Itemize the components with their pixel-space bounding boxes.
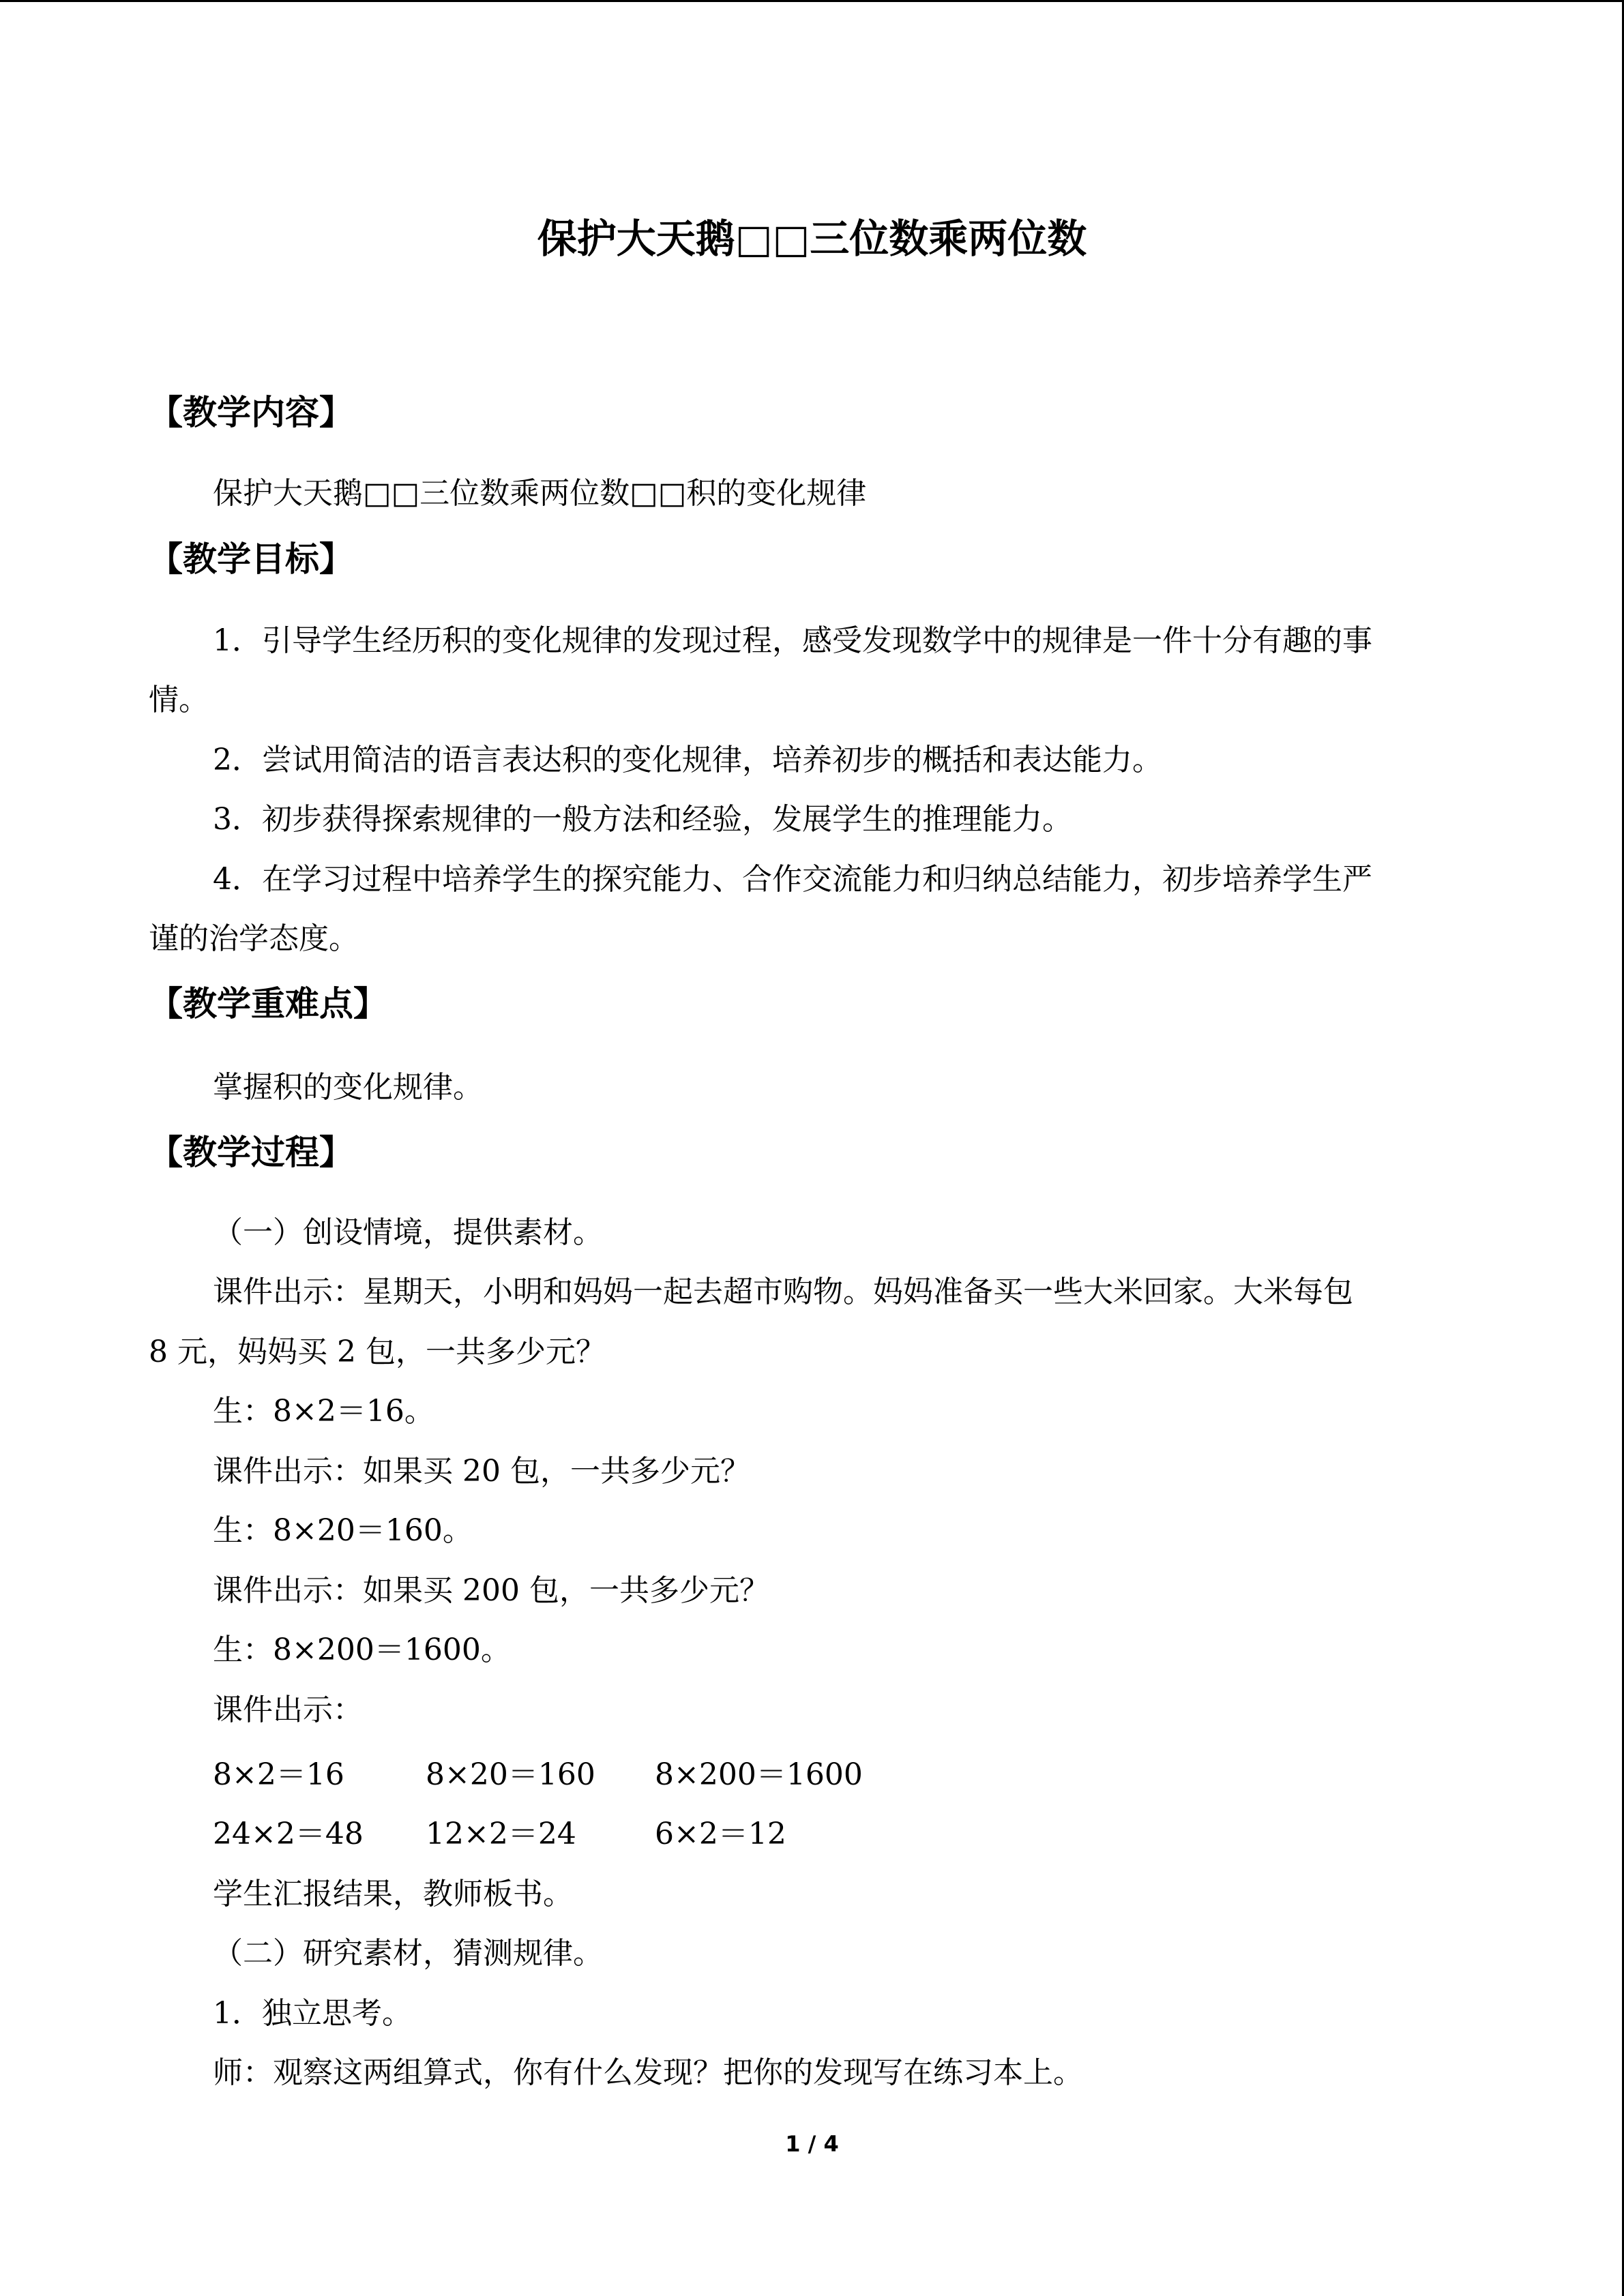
page-title: 保护大天鹅□□三位数乘两位数 bbox=[537, 215, 1087, 262]
report-text: 学生汇报结果，教师板书。 bbox=[213, 1877, 573, 1911]
content-text: 保护大天鹅□□三位数乘两位数□□积的变化规律 bbox=[213, 476, 867, 511]
formula: 12×2＝24 bbox=[426, 1817, 576, 1851]
courseware-4: 课件出示： bbox=[213, 1693, 363, 1727]
courseware-2: 课件出示：如果买 20 包，一共多少元？ bbox=[213, 1454, 750, 1489]
process-step-1-title: （一）创设情境，提供素材。 bbox=[213, 1215, 603, 1250]
section-heading-content: 【教学内容】 bbox=[149, 393, 353, 432]
section-heading-key-points: 【教学重难点】 bbox=[149, 984, 387, 1024]
teacher-prompt: 师：观察这两组算式，你有什么发现？把你的发现写在练习本上。 bbox=[213, 2055, 1083, 2090]
goal-item-1-line-2: 情。 bbox=[149, 683, 209, 717]
page-number: 1 / 4 bbox=[785, 2131, 839, 2157]
goal-item-1-line-1: 1．引导学生经历积的变化规律的发现过程，感受发现数学中的规律是一件十分有趣的事 bbox=[213, 623, 1372, 658]
formula: 8×200＝1600 bbox=[655, 1757, 863, 1792]
key-points-text: 掌握积的变化规律。 bbox=[213, 1070, 483, 1105]
goal-item-3: 3．初步获得探索规律的一般方法和经验，发展学生的推理能力。 bbox=[213, 802, 1072, 837]
goal-item-4-line-1: 4．在学习过程中培养学生的探究能力、合作交流能力和归纳总结能力，初步培养学生严 bbox=[213, 862, 1372, 897]
courseware-1-line-1: 课件出示：星期天，小明和妈妈一起去超市购物。妈妈准备买一些大米回家。大米每包 bbox=[213, 1274, 1353, 1309]
think-item: 1．独立思考。 bbox=[213, 1996, 412, 2031]
process-step-2-title: （二）研究素材，猜测规律。 bbox=[213, 1936, 603, 1971]
goal-item-4-line-2: 谨的治学态度。 bbox=[149, 921, 359, 956]
student-answer-1: 生：8×2＝16。 bbox=[213, 1394, 434, 1429]
student-answer-2: 生：8×20＝160。 bbox=[213, 1513, 473, 1548]
student-answer-3: 生：8×200＝1600。 bbox=[213, 1632, 511, 1667]
section-heading-goals: 【教学目标】 bbox=[149, 539, 353, 579]
courseware-1-line-2: 8 元，妈妈买 2 包，一共多少元？ bbox=[149, 1335, 606, 1369]
section-heading-process: 【教学过程】 bbox=[149, 1133, 353, 1172]
courseware-3: 课件出示：如果买 200 包，一共多少元？ bbox=[213, 1573, 769, 1608]
goal-item-2: 2．尝试用简洁的语言表达积的变化规律，培养初步的概括和表达能力。 bbox=[213, 743, 1162, 777]
formula: 24×2＝48 bbox=[213, 1817, 364, 1851]
formula: 8×2＝16 bbox=[213, 1757, 344, 1792]
formula: 6×2＝12 bbox=[655, 1817, 786, 1851]
formula: 8×20＝160 bbox=[426, 1757, 595, 1792]
